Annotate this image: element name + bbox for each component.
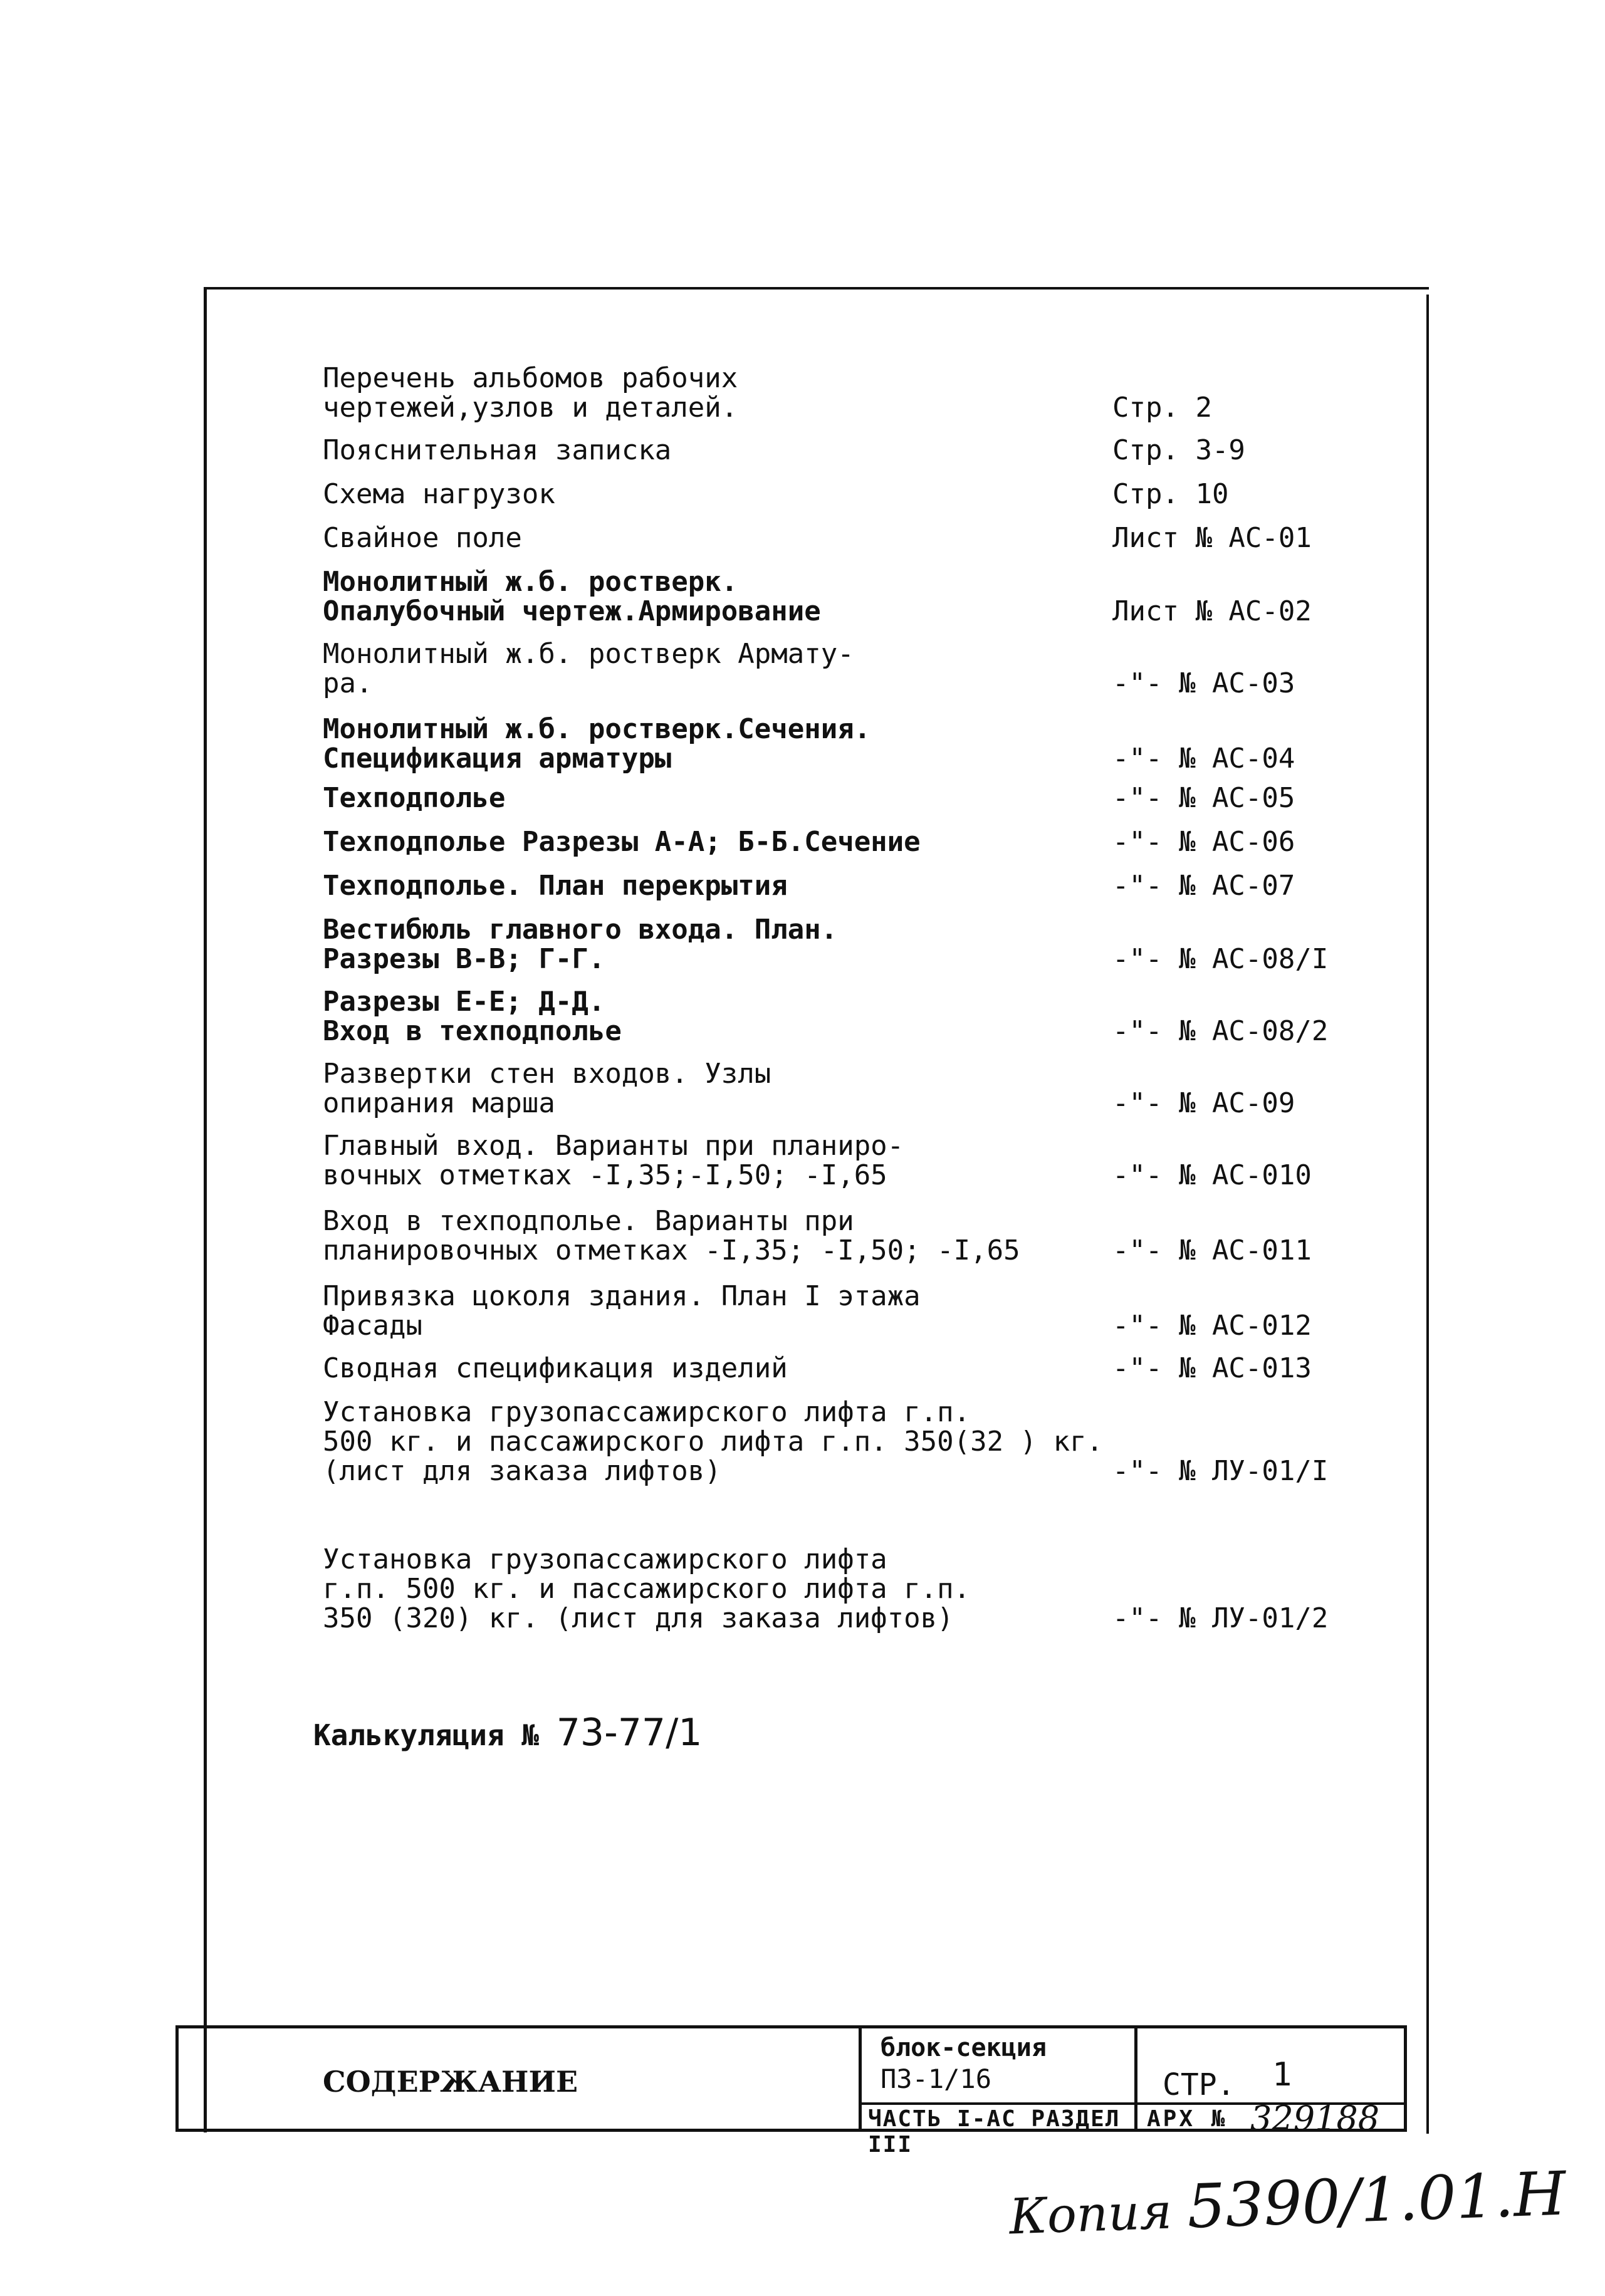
toc-entry-title xyxy=(323,567,1100,626)
stamp-page-cell xyxy=(1137,2028,1404,2138)
toc-entry-reference: -"- № АС-010 xyxy=(1112,1159,1312,1191)
toc-entry-title-line: Спецификация арматуры xyxy=(323,743,672,775)
toc-entry-title-line: Развертки стен входов. Узлы xyxy=(323,1058,771,1090)
toc-entry-title-line: Монолитный ж.б. ростверк Армату- xyxy=(323,638,854,670)
toc-entry-title xyxy=(323,523,1100,553)
toc-entry-title xyxy=(323,363,1100,422)
archive-label: АРХ № xyxy=(1147,2106,1228,2132)
toc-entry-title xyxy=(323,714,1100,773)
calculation-number: 73-77/1 xyxy=(556,1711,703,1755)
toc-entry-title-line: 350 (320) кг. (лист для заказа лифтов) xyxy=(323,1602,954,1634)
toc-entry-title-line: Разрезы Е-Е; Д-Д. xyxy=(323,986,605,1018)
toc-entry-title-line: Пояснительная записка xyxy=(323,434,672,466)
toc-entry-reference: -"- № АС-03 xyxy=(1112,667,1295,699)
toc-entry-reference: -"- № ЛУ-01/I xyxy=(1112,1455,1329,1487)
toc-entry-reference: Стр. 2 xyxy=(1112,392,1212,424)
toc-entry-title-line: Привязка цоколя здания. План I этажа xyxy=(323,1280,921,1312)
toc-entry-title-line: Установка грузопассажирского лифта xyxy=(323,1543,887,1575)
toc-entry-reference: -"- № АС-012 xyxy=(1112,1310,1312,1342)
toc-entry-title xyxy=(323,1059,1100,1118)
toc-entry-title xyxy=(323,639,1100,698)
toc-entry-title xyxy=(323,1545,1100,1633)
document-frame-right-edge xyxy=(1426,295,1429,2134)
toc-entry-title-line: Техподполье. План перекрытия xyxy=(323,870,788,902)
toc-entry-title xyxy=(323,915,1100,974)
toc-entry-reference: -"- № АС-08/I xyxy=(1112,943,1329,975)
toc-entry-title xyxy=(323,1131,1100,1190)
stamp-divider xyxy=(862,2102,1134,2105)
toc-entry-reference: -"- № ЛУ-01/2 xyxy=(1112,1602,1329,1634)
toc-entry-title-line: Главный вход. Варианты при планиро- xyxy=(323,1130,904,1162)
toc-entry-title-line: планировочных отметках -I,35; -I,50; -I,65 xyxy=(323,1234,1020,1266)
toc-entry-title-line: г.п. 500 кг. и пассажирского лифта г.п. xyxy=(323,1573,971,1605)
toc-entry-reference: -"- № АС-09 xyxy=(1112,1087,1295,1119)
toc-entry-reference: -"- № АС-05 xyxy=(1112,782,1295,814)
toc-entry-title-line: Вход в техподполье xyxy=(323,1015,622,1047)
toc-entry-reference: Лист № АС-02 xyxy=(1112,595,1312,627)
toc-entry-title-line: Опалубочный чертеж.Армирование xyxy=(323,595,821,627)
toc-entry-reference: -"- № АС-08/2 xyxy=(1112,1015,1329,1047)
toc-entry-title-line: Разрезы В-В; Г-Г. xyxy=(323,943,605,975)
toc-entry-title-line: Техподполье Разрезы А-А; Б-Б.Сечение xyxy=(323,826,921,858)
toc-entry-title-line: ра. xyxy=(323,667,373,699)
toc-entry-reference: -"- № АС-04 xyxy=(1112,743,1295,775)
stamp-block-cell xyxy=(862,2028,1137,2158)
toc-entry-reference: -"- № АС-07 xyxy=(1112,870,1295,902)
stamp-part-label: ЧАСТЬ I-АС РАЗДЕЛ III xyxy=(868,2106,1121,2158)
toc-entry-title-line: опирания марша xyxy=(323,1087,555,1119)
toc-entry-title xyxy=(323,479,1100,509)
toc-entry-title-line: чертежей,узлов и деталей. xyxy=(323,392,738,424)
block-section-code: П3-1/16 xyxy=(881,2064,992,2094)
toc-entry-title-line: Монолитный ж.б. ростверк.Сечения. xyxy=(323,713,871,745)
toc-entry-reference: -"- № АС-013 xyxy=(1112,1352,1312,1384)
title-block-stamp xyxy=(175,2025,1407,2158)
toc-entry-title xyxy=(323,783,1100,813)
handwritten-prefix: Копия xyxy=(1008,2183,1173,2246)
toc-entry-reference: Стр. 3-9 xyxy=(1112,434,1245,466)
handwritten-number: 5390/1.01.Н xyxy=(1186,2158,1567,2242)
toc-entry-reference: Лист № АС-01 xyxy=(1112,522,1312,554)
toc-entry-title-line: Схема нагрузок xyxy=(323,478,555,510)
contents-title: СОДЕРЖАНИЕ xyxy=(323,2065,578,2099)
toc-entry-title-line: Вход в техподполье. Варианты при xyxy=(323,1205,854,1237)
toc-entry-title xyxy=(323,987,1100,1046)
archive-number: 329188 xyxy=(1250,2099,1380,2138)
toc-entry-title-line: Фасады xyxy=(323,1310,422,1342)
toc-entry-title xyxy=(323,871,1100,900)
toc-entry-title-line: Техподполье xyxy=(323,782,506,814)
toc-entry-title xyxy=(323,1206,1100,1265)
toc-entry-title xyxy=(323,1354,1100,1383)
toc-entry-reference: -"- № АС-06 xyxy=(1112,826,1295,858)
toc-entry-title-line: (лист для заказа лифтов) xyxy=(323,1455,721,1487)
block-section-title: блок-секция xyxy=(881,2033,1047,2062)
page-number: 1 xyxy=(1272,2056,1292,2094)
toc-entry-title-line: 500 кг. и пассажирского лифта г.п. 350(32 ) кг. xyxy=(323,1426,1104,1458)
toc-entry-title-line: Вестибюль главного входа. План. xyxy=(323,914,838,946)
toc-entry-reference: Стр. 10 xyxy=(1112,478,1229,510)
toc-entry-title-line: Перечень альбомов рабочих xyxy=(323,362,738,394)
toc-entry-title xyxy=(323,436,1100,465)
toc-entry-title xyxy=(323,1281,1100,1340)
calculation-label: Калькуляция № xyxy=(313,1718,540,1752)
page-label: СТР. xyxy=(1163,2067,1235,2102)
toc-entry-title-line: Монолитный ж.б. ростверк. xyxy=(323,566,738,598)
handwritten-copy-note xyxy=(1008,2159,1567,2248)
toc-entry-title xyxy=(323,827,1100,857)
calculation-line xyxy=(313,1711,702,1755)
toc-entry-title xyxy=(323,1396,1104,1487)
toc-entry-title-line: Сводная спецификация изделий xyxy=(323,1352,788,1384)
stamp-contents-cell xyxy=(179,2028,862,2129)
toc-entry-reference: -"- № АС-011 xyxy=(1112,1234,1312,1266)
toc-entry-title-line: вочных отметках -I,35;-I,50; -I,65 xyxy=(323,1159,887,1191)
toc-entry-title-line: Установка грузопассажирского лифта г.п. xyxy=(323,1396,971,1428)
toc-entry-title-line: Свайное поле xyxy=(323,522,522,554)
